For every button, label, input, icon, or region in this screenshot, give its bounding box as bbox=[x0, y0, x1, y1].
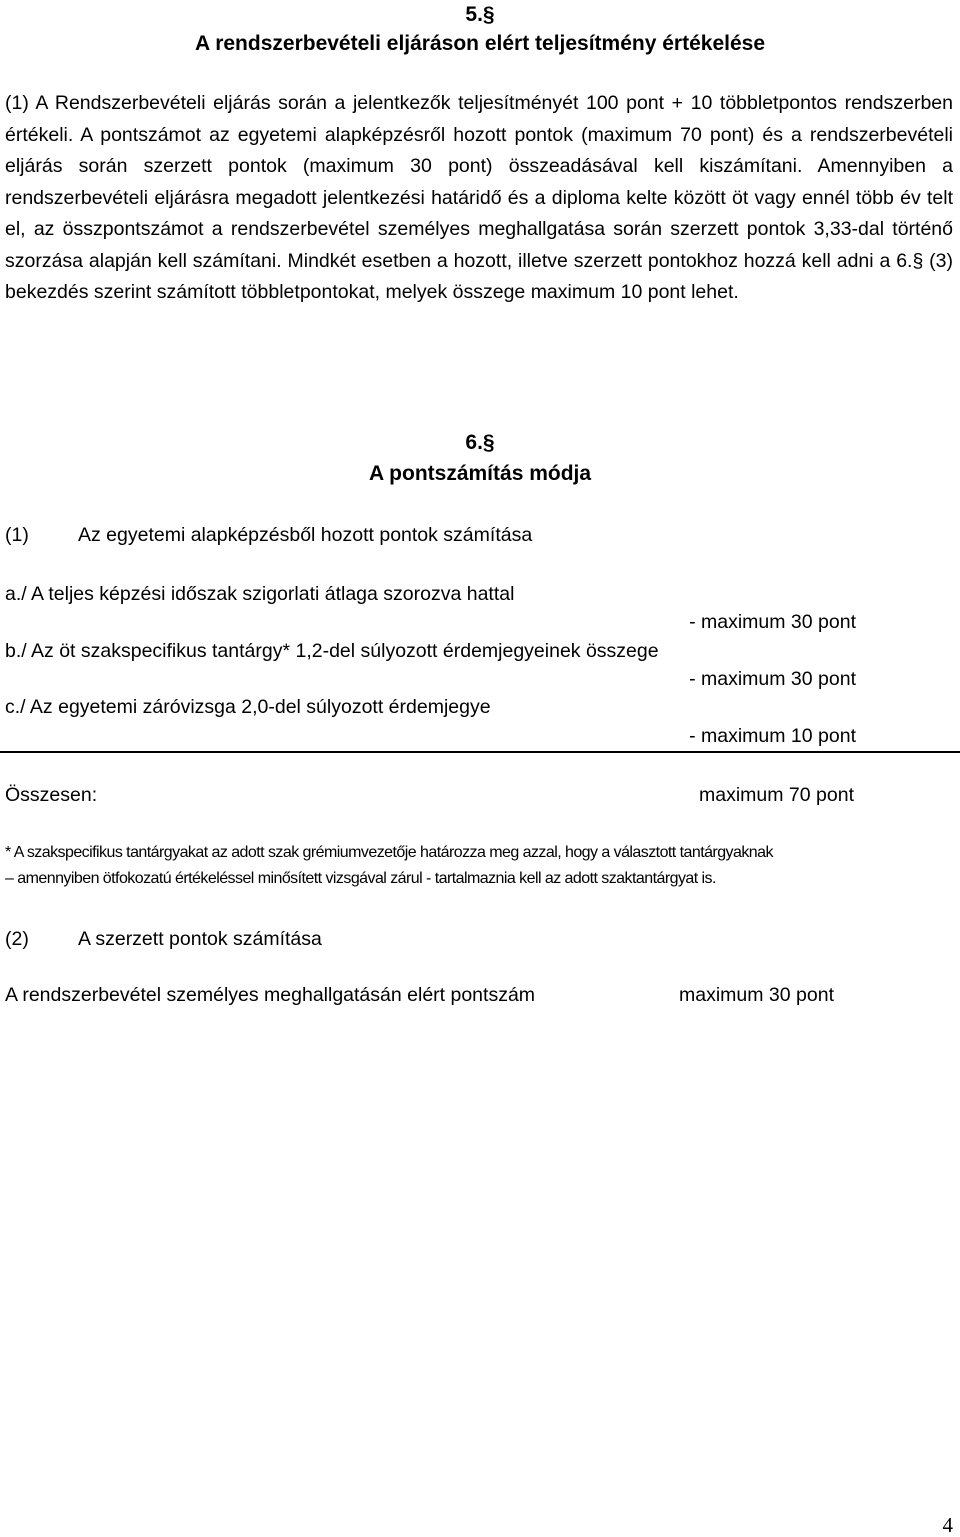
item-b-max: - maximum 30 pont bbox=[689, 668, 856, 690]
interview-points-value: maximum 30 pont bbox=[679, 984, 834, 1006]
footnote-line-2: – amennyiben ötfokozatú értékeléssel minősített vizsgával zárul - tartalmaznia kell az adott szaktantárgyat is. bbox=[5, 870, 716, 887]
total-value: maximum 70 pont bbox=[699, 784, 854, 806]
page-number: 4 bbox=[942, 1513, 953, 1537]
item-c-text: c./ Az egyetemi záróvizsga 2,0-del súlyozott érdemjegye bbox=[5, 696, 491, 718]
item-b-text: b./ Az öt szakspecifikus tantárgy* 1,2-del súlyozott érdemjegyeinek összege bbox=[5, 640, 659, 662]
section-6-number: 6.§ bbox=[465, 431, 495, 454]
footnote-line-1: * A szakspecifikus tantárgyakat az adott szak grémiumvezetője határozza meg azzal, hogy a választott tantárgyaknak bbox=[5, 844, 773, 861]
section-5-title: A rendszerbevételi eljáráson elért teljesítmény értékelése bbox=[194, 32, 765, 55]
section-5-paragraph-1: (1) A Rendszerbevételi eljárás során a jelentkezők teljesítményét 100 pont + 10 többletpontos rendszerben értékeli. A pontszámot az egyetemi alapképzésről hozott pontok (maximum 70 pont) és a rendszerbevételi eljárás során szerzett pontok (maximum 30 pont) összeadásával kell kiszámítani. Amennyiben a rendszerbevételi eljárásra megadott jelentkezési határidő és a diploma kelte között öt vagy ennél több év telt el, az összpontszámot a rendszerbevétel személyes meghallgatása során szerzett pontok 3,33-dal történő szorzása alapján kell számítani. Mindkét esetben a hozott, illetve szerzett pontokhoz hozzá kell adni a 6.§ (3) bekezdés szerint számított többletpontokat, melyek összege maximum 10 pont lehet. bbox=[5, 92, 953, 303]
item-c-max: - maximum 10 pont bbox=[689, 725, 856, 747]
interview-points-text: A rendszerbevétel személyes meghallgatásán elért pontszám bbox=[5, 984, 536, 1006]
subsection-1-heading: Az egyetemi alapképzésből hozott pontok számítása bbox=[78, 524, 533, 546]
sum-divider-line bbox=[0, 751, 960, 753]
subsection-2-number: (2) bbox=[5, 928, 29, 950]
subsection-2-heading: A szerzett pontok számítása bbox=[78, 928, 322, 950]
total-label: Összesen: bbox=[5, 784, 98, 806]
subsection-1-number: (1) bbox=[5, 524, 29, 546]
item-a-max: - maximum 30 pont bbox=[689, 611, 856, 633]
section-5-number: 5.§ bbox=[465, 3, 495, 26]
item-a-text: a./ A teljes képzési időszak szigorlati átlaga szorozva hattal bbox=[5, 583, 515, 605]
section-6-title: A pontszámítás módja bbox=[368, 462, 592, 485]
